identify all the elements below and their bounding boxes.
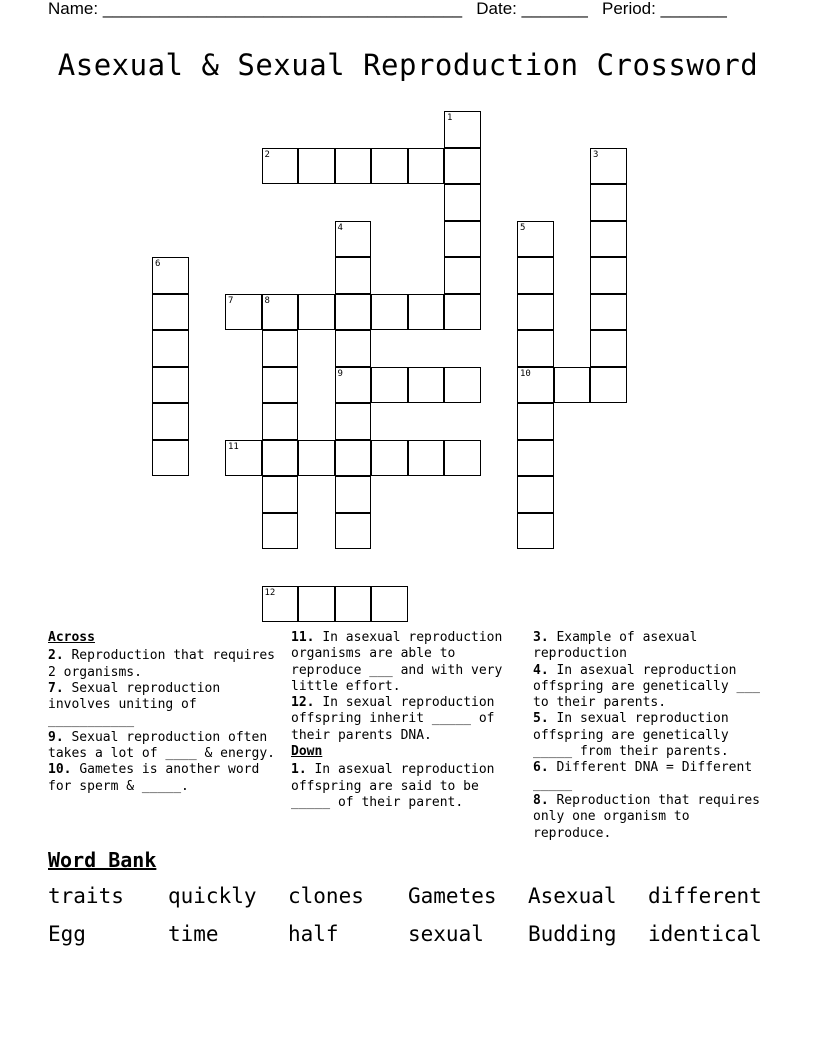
crossword-cell[interactable] [335,476,372,513]
word-bank-word: quickly [168,884,257,908]
word-bank-word: half [288,922,339,946]
crossword-cell[interactable] [517,440,554,477]
word-bank-word: traits [48,884,124,908]
clue-number: 12 [264,587,276,598]
crossword-cell[interactable] [335,440,372,477]
crossword-cell[interactable] [444,148,481,185]
name-line[interactable]: ______________________________________ [102,0,463,18]
crossword-cell[interactable] [408,148,445,185]
crossword-cell[interactable] [262,476,299,513]
crossword-cell[interactable] [152,330,189,367]
word-bank-word: Egg [48,922,86,946]
crossword-cell[interactable] [335,403,372,440]
clues-column-2 [291,630,511,811]
page-title: Asexual & Sexual Reproduction Crossword [57,48,759,82]
crossword-cell[interactable] [335,586,372,623]
crossword-cell[interactable] [517,257,554,294]
clue-number: 4 [337,222,343,233]
crossword-cell[interactable] [152,367,189,404]
crossword-cell[interactable] [152,403,189,440]
crossword-cell[interactable] [335,257,372,294]
crossword-cell[interactable] [444,440,481,477]
word-bank-title: Word Bank [48,848,157,872]
word-bank-word: time [168,922,219,946]
crossword-cell[interactable] [517,367,554,404]
crossword-cell[interactable] [335,367,372,404]
crossword-cell[interactable] [444,294,481,331]
crossword-cell[interactable] [408,294,445,331]
clue-number: 5 [520,222,526,233]
crossword-cell[interactable] [262,367,299,404]
crossword-cell[interactable] [298,440,335,477]
crossword-cell[interactable] [517,330,554,367]
crossword-cell[interactable] [335,148,372,185]
clue-number: 10 [520,368,531,379]
crossword-cell[interactable] [444,367,481,404]
crossword-cell[interactable] [554,367,591,404]
crossword-cell[interactable] [590,330,627,367]
crossword-cell[interactable] [590,294,627,331]
crossword-cell[interactable] [590,184,627,221]
crossword-cell[interactable] [517,513,554,550]
word-bank-word: identical [648,922,762,946]
word-bank-word: sexual [408,922,484,946]
crossword-cell[interactable] [262,440,299,477]
crossword-cell[interactable] [371,586,408,623]
clue-down-3: 3. Example of asexual reproduction [533,630,698,662]
crossword-cell[interactable] [517,294,554,331]
clue-across-12: 12. In sexual reproduction offspring inherit _____ of their parents DNA. [291,695,495,743]
clue-number: 8 [264,295,270,306]
word-bank-word: Budding [528,922,617,946]
crossword-cell[interactable] [590,221,627,258]
crossword-cell[interactable] [444,221,481,258]
crossword-cell[interactable] [262,294,299,331]
word-bank-word: clones [288,884,364,908]
period-line[interactable]: _______ [660,0,727,18]
crossword-cell[interactable] [371,148,408,185]
clues-column-1 [48,630,280,795]
clue-number: 9 [337,368,343,379]
date-line[interactable]: _______ [521,0,588,18]
date-label: Date: [476,0,517,18]
clues-column-3 [533,630,769,840]
clue-number: 6 [155,259,161,269]
crossword-cell[interactable] [152,440,189,477]
crossword-cell[interactable] [517,403,554,440]
crossword-cell[interactable] [517,476,554,513]
clue-number: 1 [447,113,453,123]
word-bank-word: different [648,884,762,908]
crossword-cell[interactable] [262,330,299,367]
crossword-cell[interactable] [335,330,372,367]
crossword-cell[interactable] [371,367,408,404]
crossword-cell[interactable] [590,148,627,185]
word-bank-word: Gametes [408,884,497,908]
crossword-cell[interactable] [408,440,445,477]
crossword-cell[interactable] [335,221,372,258]
crossword-cell[interactable] [152,257,189,294]
clue-across-11: 11. In asexual reproduction organisms are able to reproduce ___ and with very little effort. [291,630,503,694]
clue-number: 3 [593,149,599,160]
across-heading: Across [48,630,95,645]
down-heading: Down [291,744,323,760]
crossword-cell[interactable] [225,440,262,477]
crossword-cell[interactable] [408,367,445,404]
clue-number: 7 [228,295,234,306]
crossword-cell[interactable] [298,148,335,185]
crossword-cell[interactable] [262,148,299,185]
crossword-cell[interactable] [152,294,189,331]
clue-across-10: 10. Gametes is another word for sperm & _____. [48,762,260,794]
crossword-cell[interactable] [444,257,481,294]
clue-down-6: 6. Different DNA = Different _____ [533,760,753,792]
clue-number: 2 [264,149,270,160]
crossword-cell[interactable] [262,403,299,440]
crossword-cell[interactable] [444,184,481,221]
crossword-cell[interactable] [590,257,627,294]
crossword-cell[interactable] [298,586,335,623]
clue-across-2: 2. Reproduction that requires 2 organisms. [48,648,275,680]
period-label: Period: [602,0,656,18]
crossword-cell[interactable] [298,294,335,331]
clue-across-9: 9. Sexual reproduction often takes a lot of ____ & energy. [48,729,275,762]
clue-down-4: 4. In asexual reproduction offspring are genetically ___ to their parents. [533,662,760,711]
crossword-cell[interactable] [517,221,554,258]
name-label: Name: [48,0,99,18]
clue-down-1: 1. In asexual reproduction offspring are said to be _____ of their parent. [291,762,495,810]
crossword-cell[interactable] [262,513,299,550]
crossword-cell[interactable] [371,440,408,477]
clue-down-5: 5. In sexual reproduction offspring are genetically _____ from their parents. [533,711,729,760]
crossword-cell[interactable] [262,586,299,623]
clue-across-7: 7. Sexual reproduction involves uniting of ___________ [48,680,221,729]
clue-down-8: 8. Reproduction that requires only one organism to reproduce. [533,792,760,840]
crossword-cell[interactable] [335,294,372,331]
clue-number: 11 [228,441,239,452]
crossword-cell[interactable] [335,513,372,550]
crossword-cell[interactable] [590,367,627,404]
crossword-cell[interactable] [444,111,481,148]
word-bank-word: Asexual [528,884,617,908]
crossword-cell[interactable] [371,294,408,331]
crossword-cell[interactable] [225,294,262,331]
